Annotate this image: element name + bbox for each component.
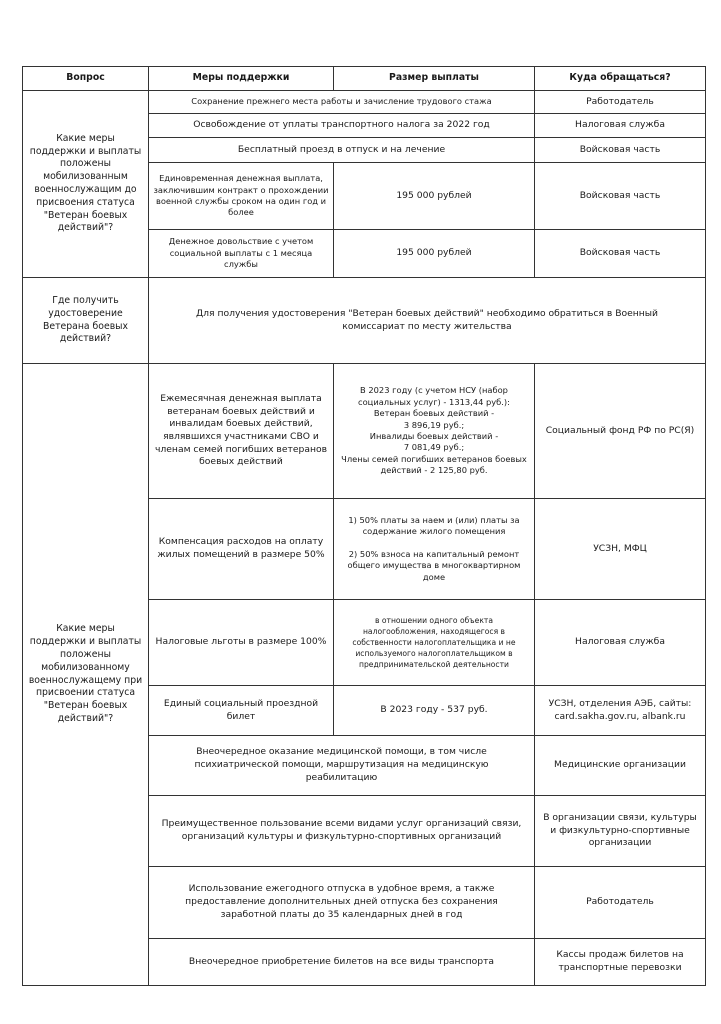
header-where: Куда обращаться?: [535, 67, 706, 91]
measure-cell: Внеочередное приобретение билетов на все виды транспорта: [149, 939, 535, 986]
measure-cell: Преимущественное пользование всеми видами услуг организаций связи, организаций культуры и физкультурно-спортивных организаций: [149, 796, 535, 867]
where-cell: Войсковая часть: [535, 163, 706, 230]
measure-cell: Освобождение от уплаты транспортного налога за 2022 год: [149, 114, 535, 138]
table-row: [23, 91, 706, 114]
amount-cell: 195 000 рублей: [334, 230, 535, 278]
where-cell: Налоговая служба: [535, 600, 706, 686]
where-cell: Налоговая служба: [535, 114, 706, 138]
where-cell: Войсковая часть: [535, 138, 706, 163]
measure-cell: Внеочередное оказание медицинской помощи, в том числе психиатрической помощи, маршрутизация на медицинскую реабилитацию: [149, 736, 535, 796]
section1-question: Какие меры поддержки и выплаты положены мобилизованным военнослужащим до присвоения статуса "Ветеран боевых действий"?: [23, 91, 149, 278]
measure-cell: Использование ежегодного отпуска в удобное время, а также предоставление дополнительных дней отпуска без сохранения заработной платы до 35 календарных дней в год: [149, 867, 535, 939]
header-measures: Меры поддержки: [149, 67, 334, 91]
where-cell: Работодатель: [535, 91, 706, 114]
where-cell: Социальный фонд РФ по РС(Я): [535, 364, 706, 499]
table-row: [23, 364, 706, 499]
measure-cell: Сохранение прежнего места работы и зачисление трудового стажа: [149, 91, 535, 114]
amount-cell: 1) 50% платы за наем и (или) платы за содержание жилого помещения 2) 50% взноса на капитальный ремонт общего имущества в многоквартирном доме: [334, 499, 535, 600]
measure-cell: Налоговые льготы в размере 100%: [149, 600, 334, 686]
measure-cell: Единовременная денежная выплата, заключившим контракт о прохождении военной службы сроком на один год и более: [149, 163, 334, 230]
section2-question: Где получить удостоверение Ветерана боевых действий?: [23, 278, 149, 364]
where-cell: Войсковая часть: [535, 230, 706, 278]
measure-cell: Денежное довольствие с учетом социальной выплаты с 1 месяца службы: [149, 230, 334, 278]
amount-cell: 195 000 рублей: [334, 163, 535, 230]
header-question: Вопрос: [23, 67, 149, 91]
measure-cell: Бесплатный проезд в отпуск и на лечение: [149, 138, 535, 163]
support-measures-table: [22, 66, 706, 986]
measure-cell: Ежемесячная денежная выплата ветеранам боевых действий и инвалидам боевых действий, являвшихся участниками СВО и членам семей погибших ветеранов боевых действий: [149, 364, 334, 499]
where-cell: Медицинские организации: [535, 736, 706, 796]
where-cell: В организации связи, культуры и физкультурно-спортивные организации: [535, 796, 706, 867]
amount-cell: в отношении одного объекта налогообложения, находящегося в собственности налогоплательщика и не используемого налогоплательщиком в предпринимательской деятельности: [334, 600, 535, 686]
header-row: [23, 67, 706, 91]
where-cell: Работодатель: [535, 867, 706, 939]
measure-cell: Компенсация расходов на оплату жилых помещений в размере 50%: [149, 499, 334, 600]
table-row: [23, 278, 706, 364]
measure-cell: Единый социальный проездной билет: [149, 686, 334, 736]
amount-cell: В 2023 году - 537 руб.: [334, 686, 535, 736]
where-cell: Кассы продаж билетов на транспортные перевозки: [535, 939, 706, 986]
section3-question: Какие меры поддержки и выплаты положены мобилизованному военнослужащему при присвоении статуса "Ветеран боевых действий"?: [23, 364, 149, 986]
where-cell: УСЗН, МФЦ: [535, 499, 706, 600]
amount-cell: В 2023 году (с учетом НСУ (набор социальных услуг) - 1313,44 руб.): Ветеран боевых действий - 3 896,19 руб.; Инвалиды боевых действий - 7 081,49 руб.; Члены семей погибших ветеранов боевых действий - 2 125,80 руб.: [334, 364, 535, 499]
header-amount: Размер выплаты: [334, 67, 535, 91]
section2-answer: Для получения удостоверения "Ветеран боевых действий" необходимо обратиться в Военный комиссариат по месту жительства: [149, 278, 706, 364]
where-cell: УСЗН, отделения АЭБ, сайты: card.sakha.gov.ru, albank.ru: [535, 686, 706, 736]
